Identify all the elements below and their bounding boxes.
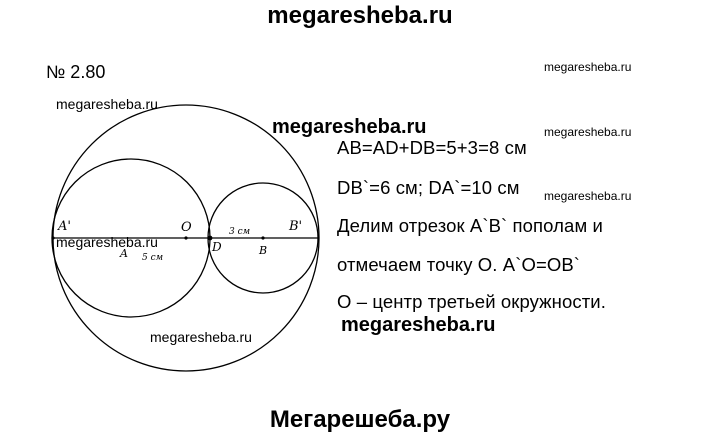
point-o	[184, 236, 187, 239]
watermark-top-right: megaresheba.ru	[544, 60, 632, 74]
label-5cm: 5 см	[142, 253, 164, 263]
label-3cm: 3 см	[229, 227, 251, 237]
point-a-prime	[51, 236, 54, 239]
watermark-left-top: megaresheba.ru	[56, 96, 158, 112]
site-footer: Мегарешеба.ру	[269, 406, 451, 433]
watermark-right-mid-1: megaresheba.ru	[544, 125, 632, 139]
label-b-prime: B'	[289, 219, 303, 234]
watermark-center-lower: megaresheba.ru	[341, 314, 496, 336]
label-d: D	[212, 240, 222, 254]
solution-line-1: AB=AD+DB=5+3=8 см	[337, 137, 527, 158]
solution-line-5: О – центр третьей окружности.	[337, 291, 606, 312]
solution-line-2: DB`=6 см; DA`=10 см	[337, 177, 520, 198]
watermark-figure-inner: megaresheba.ru	[56, 234, 158, 250]
label-b: B	[259, 244, 268, 257]
problem-number: № 2.80	[46, 62, 106, 82]
solution-line-3: Делим отрезок A`B` пополам и	[337, 215, 603, 236]
site-header: megaresheba.ru	[267, 2, 453, 29]
label-a-prime: A'	[58, 219, 71, 234]
label-a: A	[120, 247, 128, 260]
watermark-bottom-left: megaresheba.ru	[150, 329, 252, 345]
solution-line-4: отмечаем точку О. A`O=OB`	[337, 254, 581, 275]
point-b	[261, 236, 264, 239]
watermark-right-mid-2: megaresheba.ru	[544, 189, 632, 203]
watermark-center-upper: megaresheba.ru	[272, 116, 427, 138]
label-o: O	[181, 220, 192, 235]
